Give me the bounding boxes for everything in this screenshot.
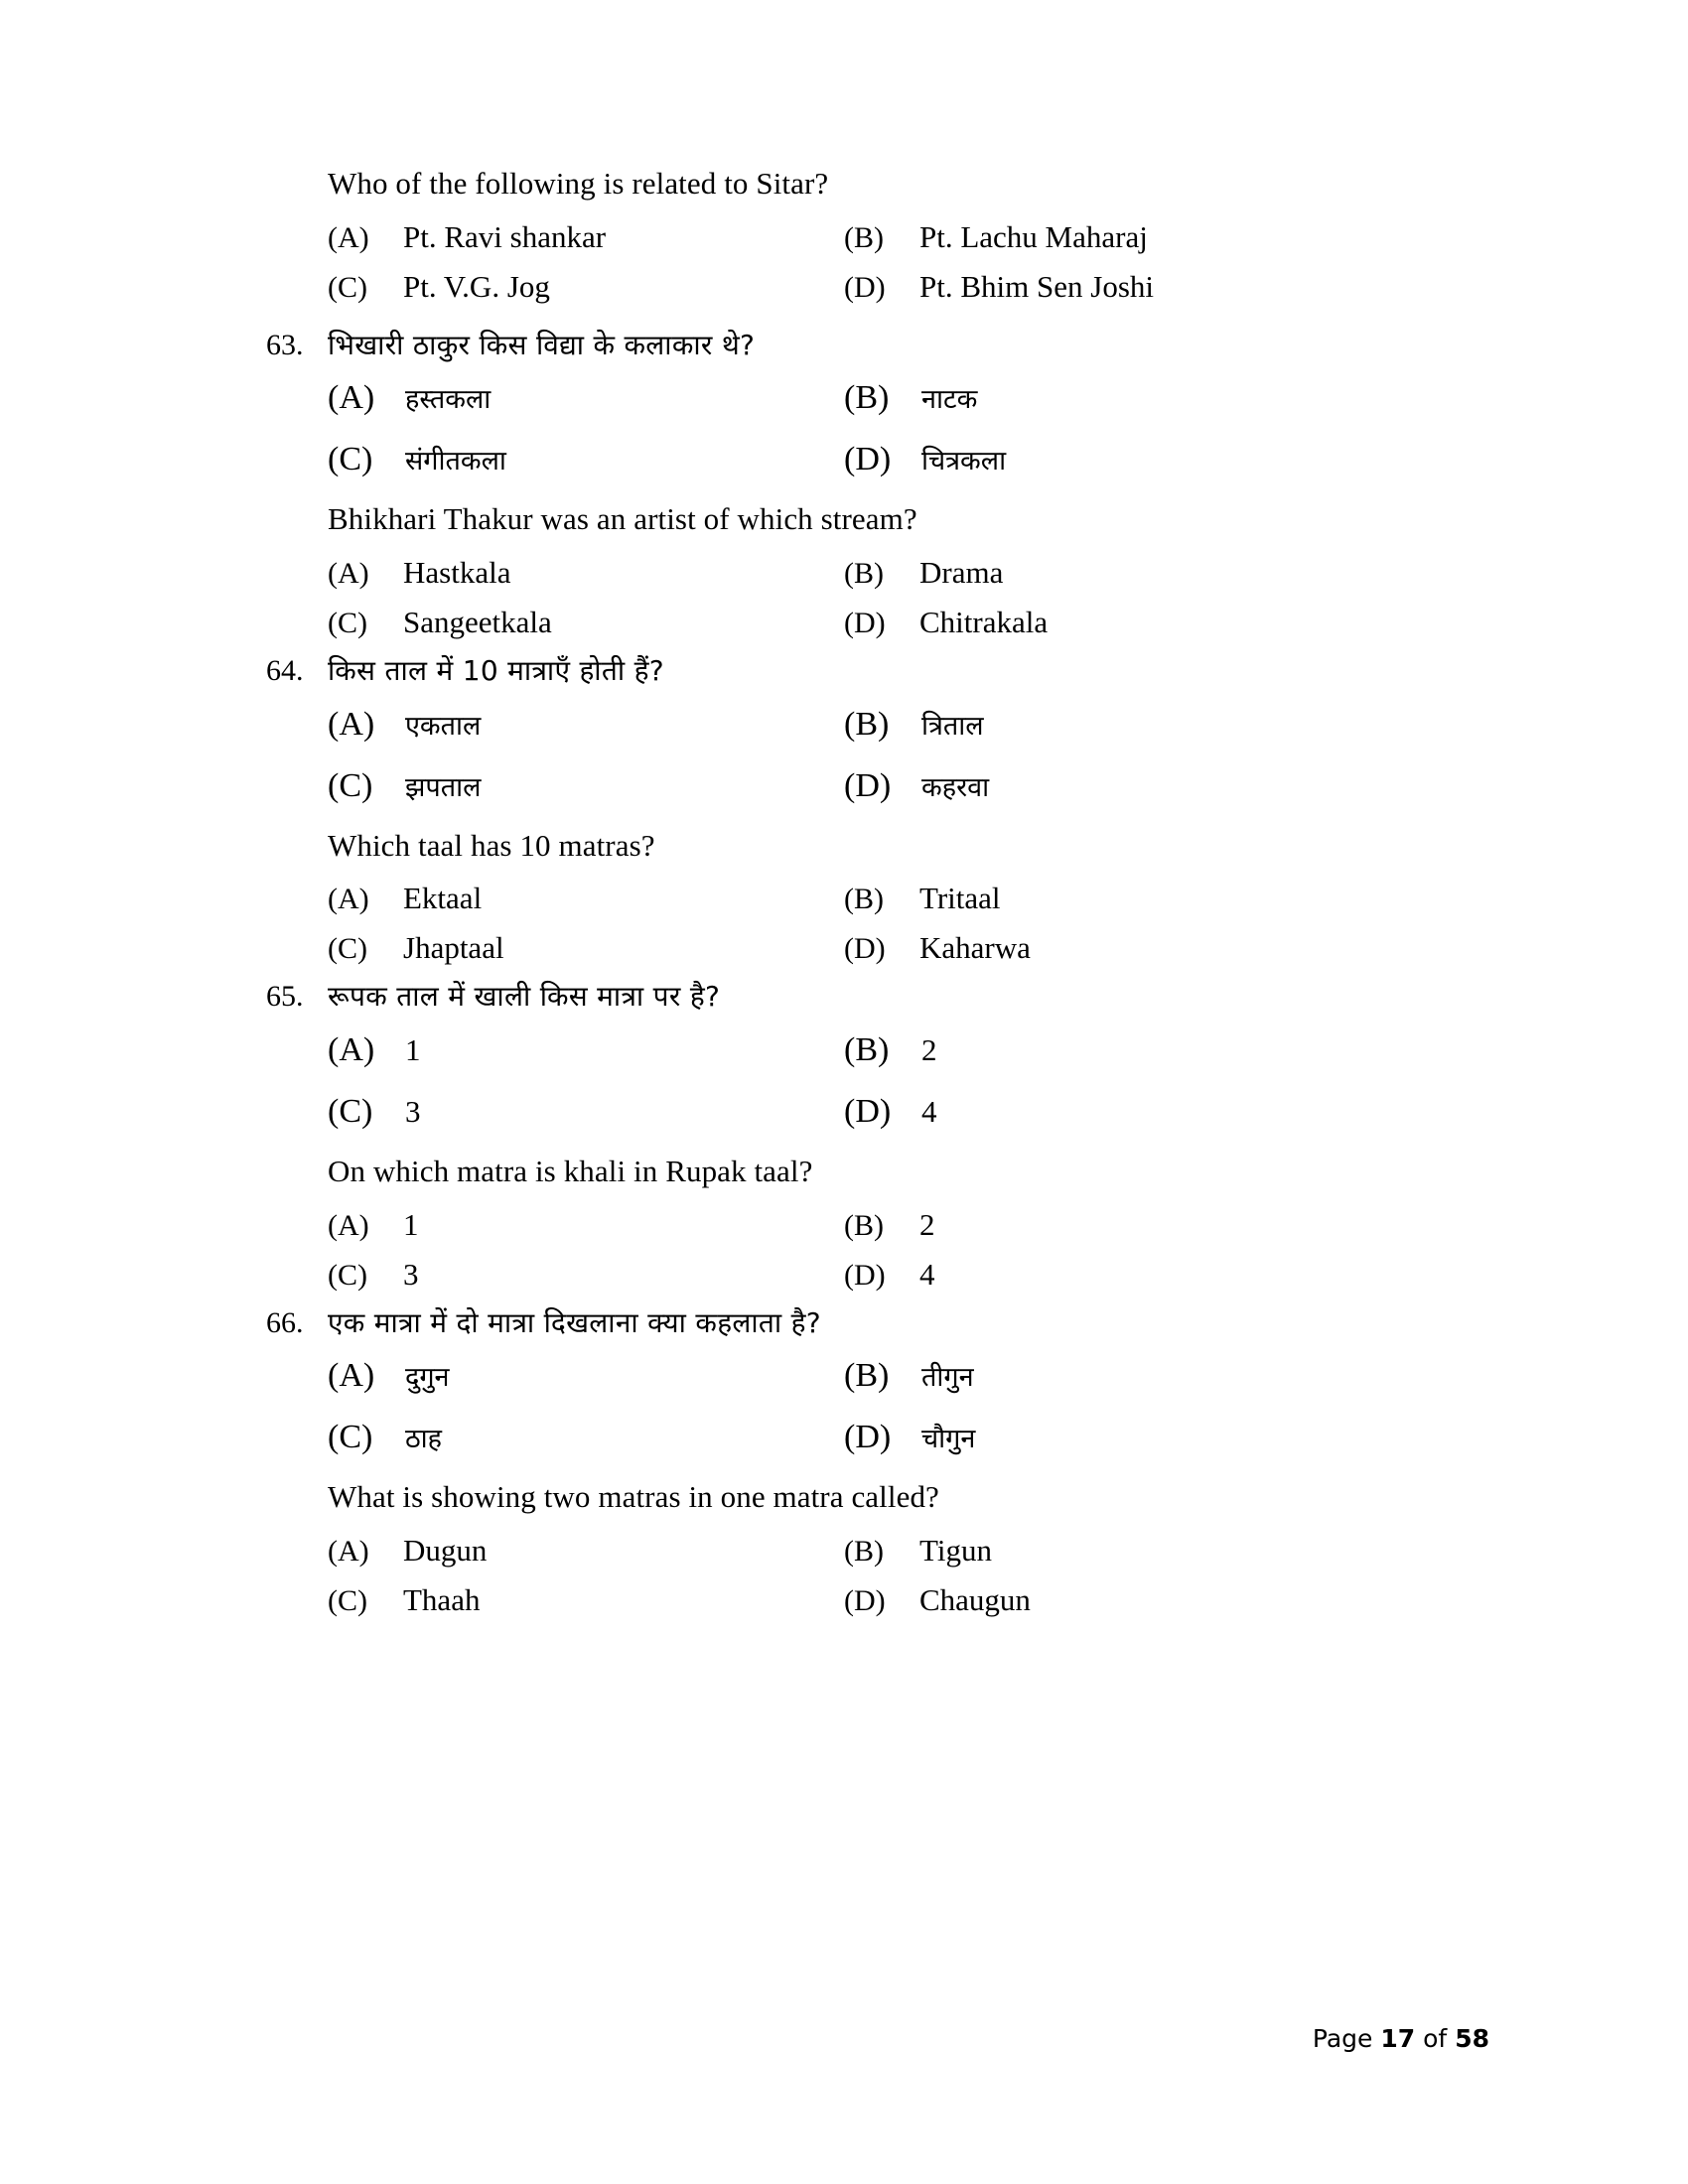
option-text: Pt. Bhim Sen Joshi xyxy=(919,268,1154,304)
option-row xyxy=(328,1207,1378,1243)
option-label: (D) xyxy=(844,270,886,304)
option-label: (D) xyxy=(844,441,892,478)
option-label: (D) xyxy=(844,1092,892,1130)
option-label: (B) xyxy=(844,1357,890,1395)
option-row xyxy=(328,441,1378,478)
option-label: (D) xyxy=(844,1583,886,1617)
question-block-continued xyxy=(266,167,1378,305)
option-row xyxy=(328,605,1378,640)
option-a[interactable] xyxy=(328,1533,844,1569)
option-c[interactable] xyxy=(328,441,844,478)
question-64-english xyxy=(328,829,1378,864)
option-label: (C) xyxy=(328,1258,367,1292)
option-b[interactable] xyxy=(844,1533,1360,1569)
option-text: चित्रकला xyxy=(921,446,1007,478)
question-stem-english: Bhikhari Thakur was an artist of which stream? xyxy=(328,501,917,537)
option-row xyxy=(328,1419,1378,1456)
option-c[interactable] xyxy=(328,1582,844,1618)
option-label: (A) xyxy=(328,220,369,254)
option-label: (C) xyxy=(328,932,367,966)
option-text: 3 xyxy=(403,1256,419,1292)
page-content xyxy=(266,167,1378,1632)
option-row xyxy=(328,1031,1378,1069)
option-a[interactable] xyxy=(328,706,844,744)
option-label: (B) xyxy=(844,1534,884,1568)
option-b[interactable] xyxy=(844,219,1360,255)
option-d[interactable] xyxy=(844,930,1360,966)
option-label: (D) xyxy=(844,766,892,804)
option-text: 3 xyxy=(405,1093,421,1129)
option-row xyxy=(328,930,1378,966)
option-b[interactable] xyxy=(844,881,1360,916)
question-number: 65. xyxy=(266,980,304,1014)
question-66-hindi xyxy=(266,1306,1378,1340)
options-hindi-65 xyxy=(328,1031,1378,1131)
option-label: (D) xyxy=(844,932,886,966)
question-block-63 xyxy=(266,329,1378,640)
option-text: Pt. Ravi shankar xyxy=(403,218,607,254)
option-label: (C) xyxy=(328,766,373,804)
question-stem: Who of the following is related to Sitar? xyxy=(328,166,829,201)
option-b[interactable] xyxy=(844,1207,1360,1243)
option-c[interactable] xyxy=(328,767,844,805)
spacer xyxy=(266,319,1378,329)
footer-current-page: 17 xyxy=(1380,2024,1416,2053)
options-english-64 xyxy=(328,881,1378,966)
option-label: (B) xyxy=(844,379,890,417)
option-label: (A) xyxy=(328,557,369,591)
footer-prefix: Page xyxy=(1312,2024,1373,2053)
option-label: (A) xyxy=(328,883,369,916)
option-label: (B) xyxy=(844,220,884,254)
option-a[interactable] xyxy=(328,881,844,916)
question-number: 64. xyxy=(266,654,304,688)
page-footer xyxy=(1313,2024,1489,2053)
option-label: (C) xyxy=(328,1419,373,1456)
option-c[interactable] xyxy=(328,269,844,305)
option-label: (B) xyxy=(844,1208,884,1242)
option-text: झपताल xyxy=(405,771,482,803)
question-65-english xyxy=(328,1155,1378,1189)
option-text: 4 xyxy=(919,1256,935,1292)
option-label: (C) xyxy=(328,441,373,478)
option-row xyxy=(328,1257,1378,1293)
question-stem-hindi: रूपक ताल में खाली किस मात्रा पर है? xyxy=(328,980,721,1014)
option-text: Pt. Lachu Maharaj xyxy=(919,218,1148,254)
option-label: (B) xyxy=(844,883,884,916)
option-text: नाटक xyxy=(921,384,978,416)
option-text: कहरवा xyxy=(921,771,990,803)
question-number: 63. xyxy=(266,328,304,361)
question-63-english xyxy=(328,502,1378,537)
option-text: Chaugun xyxy=(919,1581,1031,1617)
option-row xyxy=(328,767,1378,805)
option-text: 4 xyxy=(921,1093,937,1129)
option-text: Tritaal xyxy=(919,881,1001,916)
option-c[interactable] xyxy=(328,1419,844,1456)
option-text: दुगुन xyxy=(405,1362,450,1394)
option-label: (B) xyxy=(844,1030,890,1068)
question-65-hindi xyxy=(266,980,1378,1014)
option-a[interactable] xyxy=(328,1357,844,1395)
option-label: (C) xyxy=(328,270,367,304)
option-row xyxy=(328,881,1378,916)
option-c[interactable] xyxy=(328,1257,844,1293)
option-b[interactable] xyxy=(844,1031,1360,1069)
question-block-66 xyxy=(266,1306,1378,1618)
footer-of: of xyxy=(1423,2024,1448,2053)
option-text: Hastkala xyxy=(403,555,511,591)
option-text: एकताल xyxy=(405,710,482,742)
question-stem-english: What is showing two matras in one matra called? xyxy=(328,1479,939,1515)
option-row xyxy=(328,555,1378,591)
option-label: (B) xyxy=(844,705,890,743)
option-text: त्रिताल xyxy=(921,710,984,742)
option-label: (A) xyxy=(328,1357,375,1395)
question-text-english xyxy=(328,167,1378,202)
option-text: हस्तकला xyxy=(405,384,492,416)
option-d[interactable] xyxy=(844,1093,1360,1131)
option-text: Jhaptaal xyxy=(403,930,504,966)
option-a[interactable] xyxy=(328,379,844,417)
options-hindi-64 xyxy=(328,706,1378,805)
option-row xyxy=(328,706,1378,744)
question-stem-hindi: किस ताल में 10 मात्राएँ होती हैं? xyxy=(328,654,664,688)
option-label: (A) xyxy=(328,1208,369,1242)
option-text: तीगुन xyxy=(921,1362,974,1394)
question-stem-hindi: भिखारी ठाकुर किस विद्या के कलाकार थे? xyxy=(328,328,756,361)
option-d[interactable] xyxy=(844,269,1360,305)
question-stem-hindi: एक मात्रा में दो मात्रा दिखलाना क्या कहलाता है? xyxy=(328,1305,821,1339)
option-text: ठाह xyxy=(405,1424,443,1455)
question-66-english xyxy=(328,1480,1378,1515)
options-english-66 xyxy=(328,1533,1378,1618)
option-d[interactable] xyxy=(844,767,1360,805)
option-row xyxy=(328,379,1378,417)
option-text: Sangeetkala xyxy=(403,605,552,640)
option-label: (A) xyxy=(328,1030,375,1068)
option-c[interactable] xyxy=(328,605,844,640)
option-d[interactable] xyxy=(844,605,1360,640)
option-b[interactable] xyxy=(844,1357,1360,1395)
question-stem-english: Which taal has 10 matras? xyxy=(328,827,655,863)
option-text: Ektaal xyxy=(403,881,483,916)
option-text: 1 xyxy=(405,1031,421,1067)
option-row xyxy=(328,1357,1378,1395)
question-64-hindi xyxy=(266,654,1378,688)
option-text: Chitrakala xyxy=(919,605,1049,640)
question-block-65 xyxy=(266,980,1378,1292)
option-text: Dugun xyxy=(403,1532,488,1568)
option-label: (D) xyxy=(844,1258,886,1292)
option-a[interactable] xyxy=(328,1031,844,1069)
question-number: 66. xyxy=(266,1305,304,1339)
option-text: 2 xyxy=(921,1031,937,1067)
option-d[interactable] xyxy=(844,1419,1360,1456)
option-text: Drama xyxy=(919,555,1004,591)
option-b[interactable] xyxy=(844,555,1360,591)
option-d[interactable] xyxy=(844,1257,1360,1293)
option-row xyxy=(328,219,1378,255)
option-row xyxy=(328,1093,1378,1131)
option-label: (C) xyxy=(328,607,367,640)
option-c[interactable] xyxy=(328,930,844,966)
option-d[interactable] xyxy=(844,1582,1360,1618)
question-stem-english: On which matra is khali in Rupak taal? xyxy=(328,1153,813,1188)
option-label: (A) xyxy=(328,705,375,743)
option-text: Pt. V.G. Jog xyxy=(403,268,550,304)
option-text: Thaah xyxy=(403,1581,481,1617)
option-text: चौगुन xyxy=(921,1424,976,1455)
option-label: (A) xyxy=(328,1534,369,1568)
option-a[interactable] xyxy=(328,219,844,255)
option-text: Kaharwa xyxy=(919,930,1031,966)
option-label: (D) xyxy=(844,607,886,640)
option-row xyxy=(328,1582,1378,1618)
option-b[interactable] xyxy=(844,379,1360,417)
option-c[interactable] xyxy=(328,1093,844,1131)
question-block-64 xyxy=(266,654,1378,966)
options-english-63 xyxy=(328,555,1378,640)
option-a[interactable] xyxy=(328,555,844,591)
options-english xyxy=(328,219,1378,305)
option-text: Tigun xyxy=(919,1532,992,1568)
options-hindi-63 xyxy=(328,379,1378,478)
question-63-hindi xyxy=(266,329,1378,362)
option-label: (A) xyxy=(328,379,375,417)
footer-total-pages: 58 xyxy=(1455,2024,1489,2053)
option-a[interactable] xyxy=(328,1207,844,1243)
option-text: 1 xyxy=(403,1206,419,1242)
option-text: 2 xyxy=(919,1206,935,1242)
option-label: (B) xyxy=(844,557,884,591)
option-row xyxy=(328,1533,1378,1569)
options-english-65 xyxy=(328,1207,1378,1293)
option-b[interactable] xyxy=(844,706,1360,744)
option-text: संगीतकला xyxy=(405,446,506,478)
option-label: (D) xyxy=(844,1419,892,1456)
option-d[interactable] xyxy=(844,441,1360,478)
option-row xyxy=(328,269,1378,305)
options-hindi-66 xyxy=(328,1357,1378,1456)
option-label: (C) xyxy=(328,1583,367,1617)
option-label: (C) xyxy=(328,1092,373,1130)
